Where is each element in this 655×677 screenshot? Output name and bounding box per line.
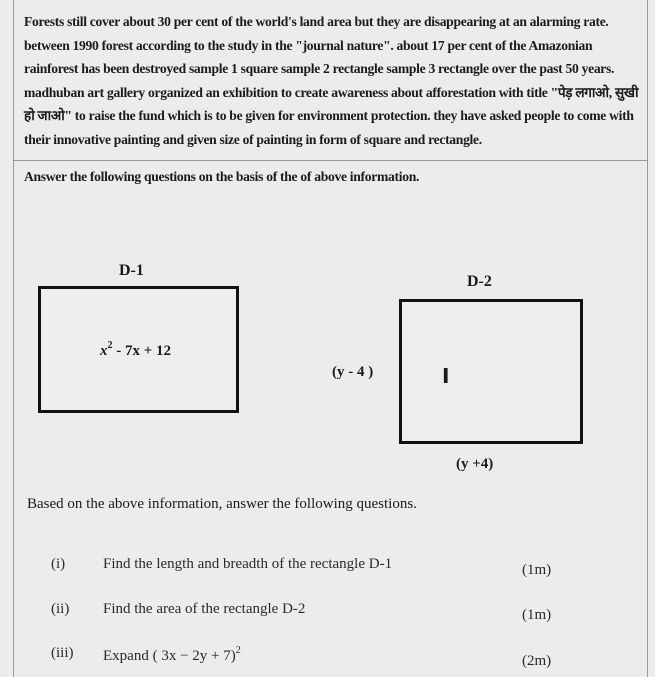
figure-d2-bottom-label: (y +4) bbox=[456, 456, 494, 472]
instruction-text: Answer the following questions on the basis of the of above information. bbox=[24, 169, 420, 184]
figure-d1-area-expression bbox=[100, 340, 171, 360]
figure-d2-label: D-2 bbox=[467, 273, 492, 290]
question-number: (ii) bbox=[51, 601, 70, 617]
question-text bbox=[103, 645, 241, 665]
divider bbox=[13, 160, 648, 161]
question-number: (iii) bbox=[51, 645, 74, 661]
question-exponent: 2 bbox=[235, 645, 241, 656]
text-cursor-icon: I bbox=[442, 364, 450, 388]
question-text-main: Expand ( 3x − 2y + 7) bbox=[103, 648, 236, 664]
figure-d2-rectangle bbox=[399, 299, 583, 444]
question-marks: (1m) bbox=[522, 562, 552, 578]
question-text: Find the length and breadth of the rectangle D-1 bbox=[103, 556, 393, 572]
left-border bbox=[13, 0, 14, 677]
d1-area-base: x bbox=[100, 343, 108, 359]
based-on-text: Based on the above information, answer the following questions. bbox=[27, 496, 417, 512]
question-text: Find the area of the rectangle D-2 bbox=[103, 601, 306, 617]
figure-d1-label: D-1 bbox=[119, 262, 144, 279]
right-border bbox=[647, 0, 648, 677]
d1-area-exponent: 2 bbox=[107, 340, 113, 351]
question-number: (i) bbox=[51, 556, 66, 572]
question-marks: (2m) bbox=[522, 653, 552, 669]
figure-d2-side-label: (y - 4 ) bbox=[332, 364, 374, 380]
case-study-passage: Forests still cover about 30 per cent of the world's land area but they are disappearing at an alarming rate. between 1990 forest according to the study in the "journal nature". about 17 per cent of the Amazonian rainforest has been destroyed sample 1 square sample 2 rectangle sample 3 rectangle over the past 50 years. madhuban art gallery organized an exhibition to create awareness about afforestation with title "पेड़ लगाओ, सुखी हो जाओ" to raise the fund which is to be given for environment protection. they have asked people to come with their innovative painting and given size of painting in form of square and rectangle. bbox=[24, 14, 639, 147]
d1-area-rest: - 7x + 12 bbox=[112, 343, 172, 359]
question-marks: (1m) bbox=[522, 607, 552, 623]
